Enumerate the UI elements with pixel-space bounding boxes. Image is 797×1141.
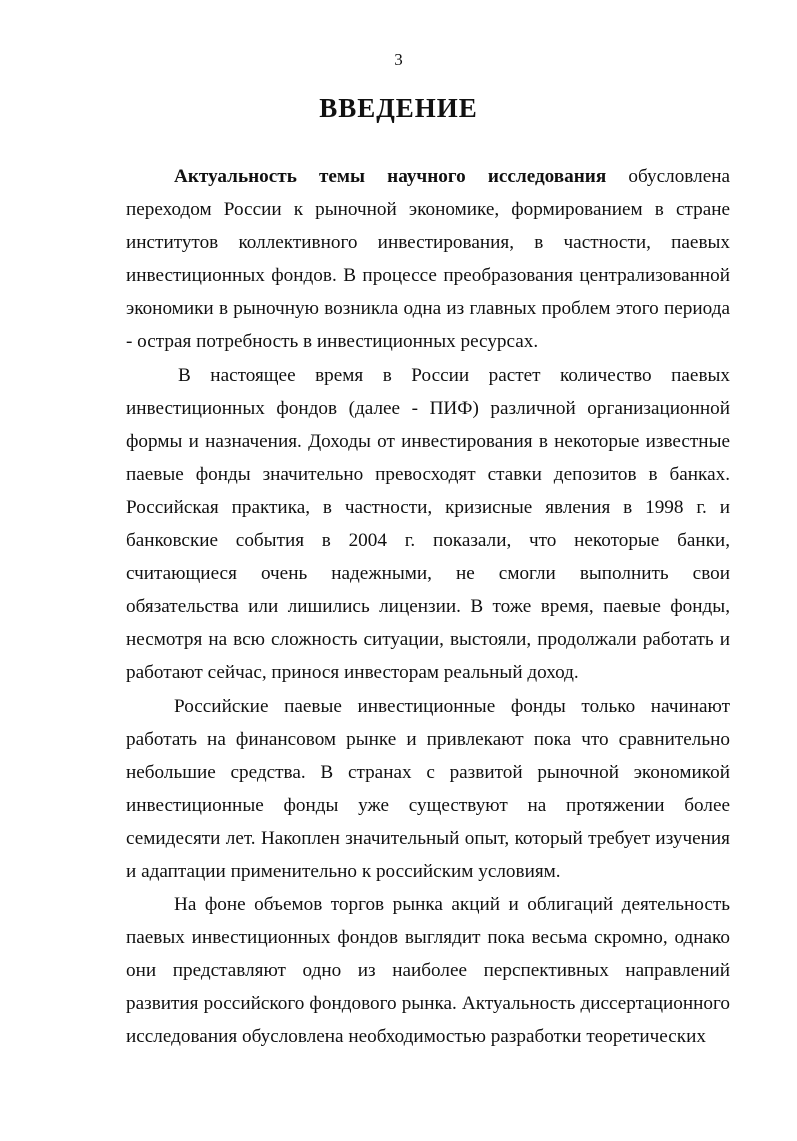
paragraph-1-text: обусловлена переходом России к рыночной экономике, формированием в стране институтов коллективного инвестирования, в частности, паевых инвестиционных фондов. В процессе преобразования централизованной экономики в рыночную возникла одна из главных проблем этого периода - острая потребность в инвестиционных ресурсах. <box>126 166 730 353</box>
paragraph-2: В настоящее время в России растет количество паевых инвестиционных фондов (далее - ПИФ) различной организационной формы и назначения. Доходы от инвестирования в некоторые известные паевые фонды значительно превосходят ставки депозитов в банках. Российская практика, в частности, кризисные явления в 1998 г. и банковские события в 2004 г. показали, что некоторые банки, считающиеся очень надежными, не смогли выполнить свои обязательства или лишились лицензии. В тоже время, паевые фонды, несмотря на всю сложность ситуации, выстояли, продолжали работать и работают сейчас, принося инвесторам реальный доход. <box>126 364 730 684</box>
paragraph-1-lead: Актуальность темы научного исследования <box>174 166 607 187</box>
paragraph-4: На фоне объемов торгов рынка акций и облигаций деятельность паевых инвестиционных фондов выглядит пока весьма скромно, однако они представляют одно из наиболее перспективных направлений развития российского фондового рынка. Актуальность диссертационного исследования обусловлена необходимостью разработки теоретических <box>126 894 730 1048</box>
paragraph-1 <box>126 160 730 359</box>
paragraph-3: Российские паевые инвестиционные фонды только начинают работать на финансовом рынке и привлекают пока что сравнительно небольшие средства. В странах с развитой рыночной экономикой инвестиционные фонды уже существуют на протяжении более семидесяти лет. Накоплен значительный опыт, который требует изучения и адаптации применительно к российским условиям. <box>126 695 730 882</box>
page-title: ВВЕДЕНИЕ <box>319 93 478 123</box>
body-text <box>126 160 730 1054</box>
page-number: 3 <box>394 50 403 69</box>
